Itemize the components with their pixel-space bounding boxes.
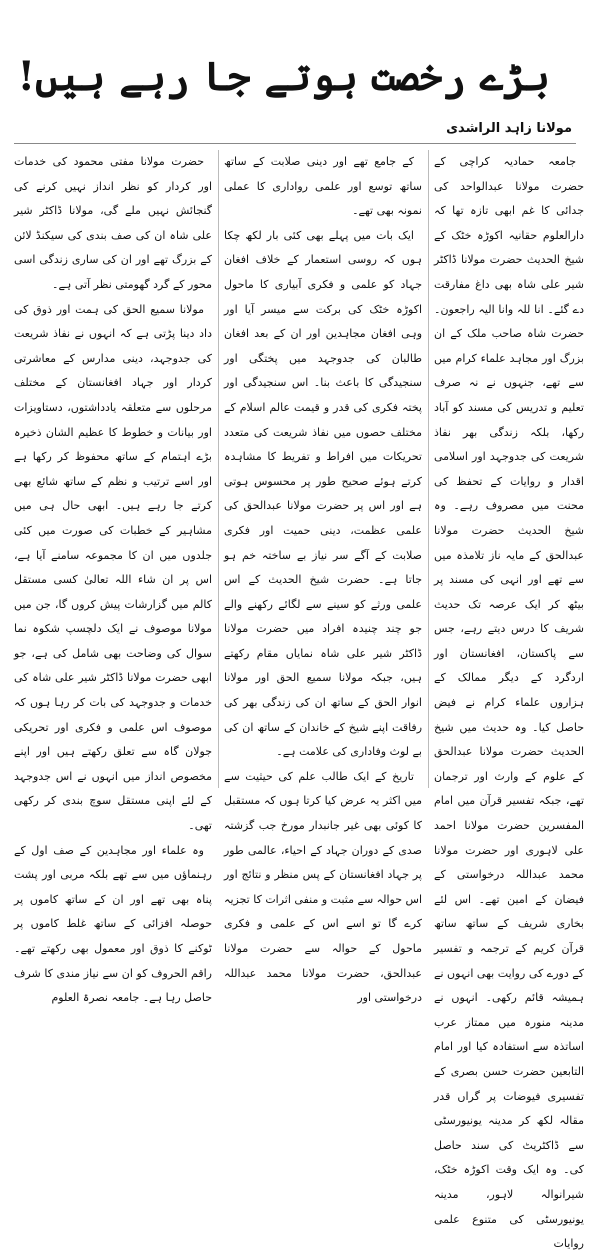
column-divider [218, 150, 219, 788]
article-title: بڑے رخصت ہوتے جا رہے ہیں! [17, 53, 550, 100]
paragraph: کے جامع تھے اور دینی صلابت کے ساتھ ساتھ توسع اور علمی رواداری کا عملی نمونہ بھی تھے۔ [224, 155, 422, 218]
paragraph: ایک بات میں پہلے بھی کئی بار لکھ چکا ہوں کہ روسی استعمار کے خلاف افغان جہاد کو علمی و فکری آبیاری کا ماحول اکوڑہ خٹک کی برکت سے میسر آیا اور وہی افغان مجاہدین اور ان کے بعد افغان طالبان کی جدوجہد میں پختگی اور سنجیدگی کا باعث بنا۔ اس سنجیدگی اور پختہ فکری کی قدر و قیمت عالم اسلام کے مختلف حصوں میں نفاذ شریعت کی متعدد تحریکات میں افراط و تفریط کا مشاہدہ کرتے ہوئے صحیح طور پر محسوس ہوتی ہے اور اس پر حضرت مولانا عبدالحق کی علمی عظمت، دینی حمیت اور فکری صلابت کے آگے سر نیاز بے ساختہ خم ہو جاتا ہے۔ حضرت شیخ الحدیث کے اس علمی ورثے کو سینے سے لگائے رکھنے والے جو چند چنیدہ افراد میں حضرت مولانا ڈاکٹر شیر علی شاہ نمایاں مقام رکھتے ہیں، جبکہ مولانا سمیع الحق اور مولانا انوار الحق کے ساتھ ان کی زندگی بھر کی رفاقت اپنے شیخ کے خاندان کے ساتھ ان کی بے لوث وفاداری کی علامت ہے۔ [224, 228, 422, 759]
header-divider [14, 143, 576, 144]
paragraph: مولانا سمیع الحق کی ہمت اور ذوق کی داد دینا پڑتی ہے کہ انہوں نے نفاذ شریعت کی جدوجہد، دینی مدارس کے معاشرتی کردار اور جہاد افغانستان کے مختلف مرحلوں سے متعلقہ یادداشتوں، دستاویزات اور بیانات و خطوط کا عظیم الشان ذخیرہ بڑے اہتمام کے ساتھ محفوظ کر رکھا ہے اور اسے ترتیب و نظم کے ساتھ شائع بھی کرتے جا رہے ہیں۔ ابھی حال ہی میں مشاہیر کے خطبات کی صورت میں کئی جلدوں میں ان کا مجموعہ سامنے آیا ہے، اس پر ان شاء اللہ تعالیٰ کسی مستقل کالم میں گزارشات پیش کروں گا، جن میں مولانا موصوف نے ایک دلچسپ شکوہ نما سوال کی وضاحت بھی شامل کی ہے، جو ابھی حضرت مولانا ڈاکٹر شیر علی شاہ کی خدمات و جدوجہد کی بات کر رہا ہوں کہ موصوف اس علمی و فکری اور تحریکی جولان گاہ سے تعلق رکھتے ہیں اور اپنے مخصوص انداز میں انہوں نے اس جدوجہد کے لئے اپنی مستقل سوچ بندی کر رکھی تھی۔ [14, 302, 212, 833]
column-divider [428, 150, 429, 788]
paragraph: تاریخ کے ایک طالب علم کی حیثیت سے میں اکثر یہ عرض کیا کرتا ہوں کہ مستقبل کا کوئی بھی غیر جانبدار مورخ جب گزشتہ صدی کے دوران جہاد کے احیاء، عالمی طور پر جہاد افغانستان کے پس منظر و نتائج اور اس حوالہ سے مثبت و منفی اثرات کا تجزیہ کرے گا تو اسے اس کے علمی و فکری ماحول کے حوالہ سے حضرت مولانا عبدالحق، حضرت مولانا محمد عبداللہ درخواستی اور [224, 769, 422, 1005]
paragraph: حضرت مولانا مفتی محمود کی خدمات اور کردار کو نظر انداز نہیں کرنے کی گنجائش نہیں ملے گی، مولانا ڈاکٹر شیر علی شاہ ان کی صف بندی کی سیکنڈ لائن کے بزرگ تھے اور ان کی ساری زندگی اسی محور کے گرد گھومتی نظر آتی ہے۔ [14, 155, 212, 291]
text-column-right [434, 150, 584, 1251]
text-column-middle [224, 150, 422, 1005]
paragraph: جامعہ حمادیہ کراچی کے حضرت مولانا عبدالواحد کی جدائی کا غم ابھی تازہ تھا کہ دارالعلوم حقانیہ اکوڑہ خٹک کے شیخ الحدیث حضرت مولانا ڈاکٹر شیر علی شاہ بھی داغ مفارقت دے گئے۔ انا للہ وانا الیہ راجعون۔ حضرت شاہ صاحب ملک کے ان بزرگ اور مجاہد علماء کرام میں سے تھے، جنہوں نے نہ صرف تعلیم و تدریس کی مسند کو آباد رکھا، بلکہ زندگی بھر نفاذ شریعت کی جدوجہد اور اسلامی اقدار و روایات کے تحفظ کی محنت میں مصروف رہے۔ وہ شیخ الحدیث حضرت مولانا عبدالحق کے مایہ ناز تلامذہ میں سے تھے اور انہی کی مسند پر بیٹھ کر ایک عرصہ تک حدیث شریف کا درس دیتے رہے، جس سے پاکستان، افغانستان اور اردگرد کے دیگر ممالک کے ہزاروں علماء کرام نے فیض حاصل کیا۔ وہ حدیث میں شیخ الحدیث حضرت مولانا عبدالحق کے علوم کے وارث اور ترجمان تھے، جبکہ تفسیر قرآن میں امام المفسرین حضرت مولانا احمد علی لاہوری اور حضرت مولانا محمد عبداللہ درخواستی کے فیضان کے امین تھے۔ اس لئے بخاری شریف کے ساتھ ساتھ قرآن کریم کے ترجمہ و تفسیر کے دورے کی روایت بھی انہوں نے ہمیشہ قائم رکھی۔ انہوں نے مدینہ منورہ میں ممتاز عرب اساتذہ سے استفادہ کیا اور امام التابعین حضرت حسن بصری کے تفسیری فیوضات پر گراں قدر مقالہ لکھ کر مدینہ یونیورسٹی سے ڈاکٹریٹ کی سند حاصل کی۔ وہ ایک وقت اکوڑہ خٹک، شیرانوالہ لاہور، مدینہ یونیورسٹی کی متنوع علمی روایات [434, 155, 584, 1251]
text-column-left [14, 150, 212, 1005]
author-byline: مولانا زاہد الراشدی [446, 121, 572, 136]
paragraph: وہ علماء اور مجاہدین کے صف اول کے رہنماؤں میں سے تھے بلکہ مربی اور پشت پناہ بھی تھے اور ان کے ساتھ کاموں پر حوصلہ افزائی کے ساتھ غلط کاموں پر ٹوکنے کا ذوق اور معمول بھی رکھتے تھے۔ راقم الحروف کو ان سے نیاز مندی کا شرف حاصل رہا ہے۔ جامعہ نصرۃ العلوم [14, 843, 212, 1005]
